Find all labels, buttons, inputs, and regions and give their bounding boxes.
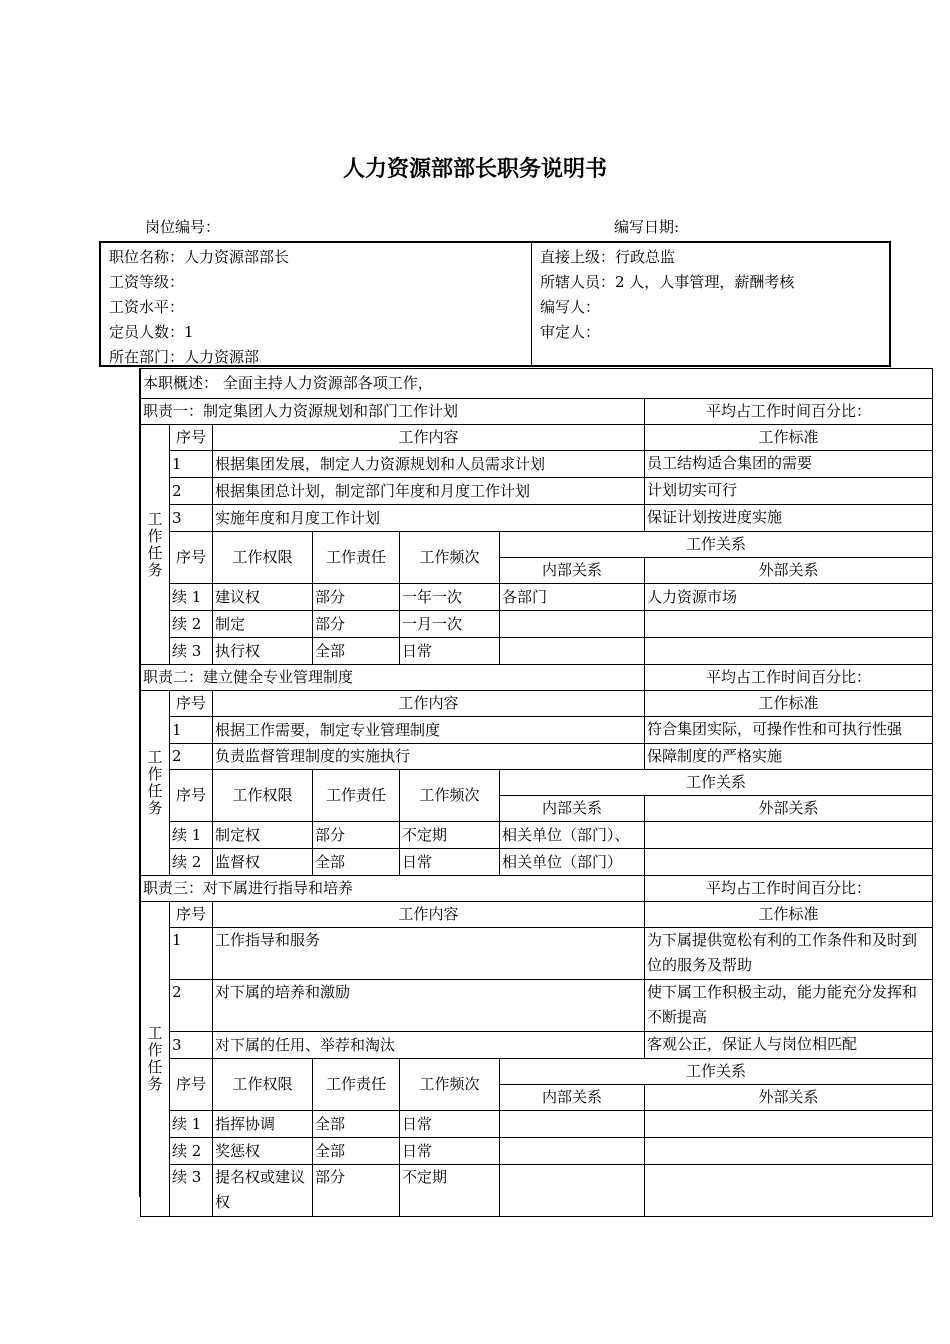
author: 编写人： (540, 298, 601, 316)
duty-table (140, 368, 933, 1217)
rights-external: 人力资源市场 (645, 584, 933, 611)
task-content: 负责监督管理制度的实施执行 (213, 744, 645, 770)
rights-seq: 续 1 (170, 822, 213, 849)
rights-row (141, 611, 933, 638)
rights-seq: 续 3 (170, 1165, 213, 1217)
col-content: 工作内容 (213, 691, 645, 717)
rights-internal (500, 1138, 645, 1165)
col-seq: 序号 (170, 425, 213, 451)
col-internal: 内部关系 (500, 558, 645, 584)
rights-internal: 相关单位（部门） (500, 849, 645, 876)
task-standard: 员工结构适合集团的需要 (645, 451, 933, 478)
post-number-label: 岗位编号： (145, 218, 221, 236)
task-header-row (141, 691, 933, 717)
salary-grade: 工资等级： (109, 273, 185, 291)
rights-external (645, 1138, 933, 1165)
task-section-label (141, 425, 170, 665)
col-frequency: 工作频次 (400, 770, 500, 822)
summary-row (141, 369, 933, 399)
task-section-label (141, 902, 170, 1217)
rights-internal (500, 638, 645, 665)
rights-seq: 续 2 (170, 849, 213, 876)
rights-row (141, 1138, 933, 1165)
col-responsibility: 工作责任 (313, 1059, 400, 1111)
col-authority: 工作权限 (213, 1059, 313, 1111)
col-responsibility: 工作责任 (313, 770, 400, 822)
task-seq: 3 (170, 505, 213, 532)
col-frequency: 工作频次 (400, 1059, 500, 1111)
rights-internal (500, 1111, 645, 1138)
rights-authority: 奖惩权 (213, 1138, 313, 1165)
rights-external (645, 849, 933, 876)
col-responsibility: 工作责任 (313, 532, 400, 584)
col-frequency: 工作频次 (400, 532, 500, 584)
col-external: 外部关系 (645, 796, 933, 822)
task-seq: 1 (170, 928, 213, 980)
rights-row (141, 638, 933, 665)
col-seq: 序号 (170, 770, 213, 822)
task-seq: 1 (170, 451, 213, 478)
summary: 本职概述： 全面主持人力资源部各项工作， (141, 369, 933, 399)
rights-authority: 监督权 (213, 849, 313, 876)
rights-frequency: 不定期 (400, 822, 500, 849)
duty-title-row (141, 399, 933, 425)
rights-seq: 续 2 (170, 611, 213, 638)
duty-title: 职责三：对下属进行指导和培养 (141, 876, 645, 902)
rights-row (141, 584, 933, 611)
task-content: 对下属的培养和激励 (213, 980, 645, 1032)
rights-authority: 制定权 (213, 822, 313, 849)
info-right (540, 245, 794, 345)
duty-title: 职责一：制定集团人力资源规划和部门工作计划 (141, 399, 645, 425)
duty-title: 职责二：建立健全专业管理制度 (141, 665, 645, 691)
date-label: 编写日期: (614, 218, 680, 236)
rights-frequency: 日常 (400, 1111, 500, 1138)
task-standard: 符合集团实际，可操作性和可执行性强 (645, 717, 933, 744)
rights-external (645, 822, 933, 849)
task-row (141, 451, 933, 478)
rights-authority: 执行权 (213, 638, 313, 665)
rights-external (645, 1165, 933, 1217)
task-standard: 保障制度的严格实施 (645, 744, 933, 770)
rights-row (141, 849, 933, 876)
task-standard: 客观公正，保证人与岗位相匹配 (645, 1032, 933, 1059)
position-name: 职位名称：人力资源部部长 (109, 248, 290, 266)
rights-responsibility: 部分 (313, 1165, 400, 1217)
duty-title-row (141, 665, 933, 691)
col-authority: 工作权限 (213, 770, 313, 822)
rights-frequency: 不定期 (400, 1165, 500, 1217)
col-seq: 序号 (170, 532, 213, 584)
rights-header-row (141, 1059, 933, 1085)
col-standard: 工作标准 (645, 425, 933, 451)
task-row (141, 478, 933, 505)
percent-label: 平均占工作时间百分比： (645, 665, 933, 691)
rights-frequency: 日常 (400, 1138, 500, 1165)
rights-external (645, 1111, 933, 1138)
task-row (141, 717, 933, 744)
rights-frequency: 一年一次 (400, 584, 500, 611)
rights-row (141, 1165, 933, 1217)
task-section-label (141, 691, 170, 876)
task-standard: 使下属工作积极主动，能力能充分发挥和不断提高 (645, 980, 933, 1032)
col-seq: 序号 (170, 691, 213, 717)
rights-responsibility: 全部 (313, 1138, 400, 1165)
col-relation: 工作关系 (500, 770, 933, 796)
info-left (109, 245, 289, 370)
col-relation: 工作关系 (500, 1059, 933, 1085)
rights-responsibility: 部分 (313, 611, 400, 638)
task-seq: 2 (170, 478, 213, 505)
percent-label: 平均占工作时间百分比： (645, 876, 933, 902)
col-authority: 工作权限 (213, 532, 313, 584)
task-row (141, 928, 933, 980)
info-divider (531, 243, 532, 365)
rights-authority: 制定 (213, 611, 313, 638)
rights-authority: 建议权 (213, 584, 313, 611)
rights-responsibility: 全部 (313, 1111, 400, 1138)
rights-internal: 相关单位（部门）、 (500, 822, 645, 849)
rights-frequency: 一月一次 (400, 611, 500, 638)
rights-seq: 续 1 (170, 1111, 213, 1138)
page-title: 人力资源部部长职务说明书 (342, 157, 607, 182)
rights-responsibility: 全部 (313, 849, 400, 876)
task-label: 工作任务 (147, 748, 163, 817)
approver: 审定人： (540, 323, 601, 341)
task-header-row (141, 902, 933, 928)
col-standard: 工作标准 (645, 902, 933, 928)
task-seq: 2 (170, 980, 213, 1032)
rights-responsibility: 部分 (313, 584, 400, 611)
col-external: 外部关系 (645, 1085, 933, 1111)
col-standard: 工作标准 (645, 691, 933, 717)
rights-row (141, 822, 933, 849)
rights-internal: 各部门 (500, 584, 645, 611)
task-content: 实施年度和月度工作计划 (213, 505, 645, 532)
task-header-row (141, 425, 933, 451)
task-standard: 为下属提供宽松有利的工作条件和及时到位的服务及帮助 (645, 928, 933, 980)
rights-authority: 指挥协调 (213, 1111, 313, 1138)
col-internal: 内部关系 (500, 1085, 645, 1111)
salary-level: 工资水平： (109, 298, 185, 316)
department: 所在部门：人力资源部 (109, 348, 260, 366)
rights-external (645, 638, 933, 665)
task-content: 根据集团总计划，制定部门年度和月度工作计划 (213, 478, 645, 505)
rights-internal (500, 611, 645, 638)
rights-seq: 续 3 (170, 638, 213, 665)
rights-frequency: 日常 (400, 638, 500, 665)
rights-responsibility: 部分 (313, 822, 400, 849)
task-content: 工作指导和服务 (213, 928, 645, 980)
col-external: 外部关系 (645, 558, 933, 584)
task-row (141, 505, 933, 532)
task-row (141, 744, 933, 770)
subordinates: 所辖人员：2 人，人事管理，薪酬考核 (540, 273, 795, 291)
rights-internal (500, 1165, 645, 1217)
task-content: 根据工作需要，制定专业管理制度 (213, 717, 645, 744)
col-seq: 序号 (170, 1059, 213, 1111)
rights-seq: 续 1 (170, 584, 213, 611)
rights-row (141, 1111, 933, 1138)
task-seq: 2 (170, 744, 213, 770)
direct-superior: 直接上级：行政总监 (540, 248, 676, 266)
task-content: 根据集团发展，制定人力资源规划和人员需求计划 (213, 451, 645, 478)
rights-header-row (141, 770, 933, 796)
task-standard: 保证计划按进度实施 (645, 505, 933, 532)
task-seq: 1 (170, 717, 213, 744)
task-label: 工作任务 (147, 509, 163, 579)
rights-responsibility: 全部 (313, 638, 400, 665)
headcount: 定员人数：1 (109, 323, 194, 341)
task-standard: 计划切实可行 (645, 478, 933, 505)
task-label: 工作任务 (147, 1024, 163, 1093)
col-relation: 工作关系 (500, 532, 933, 558)
rights-frequency: 日常 (400, 849, 500, 876)
col-internal: 内部关系 (500, 796, 645, 822)
col-seq: 序号 (170, 902, 213, 928)
task-seq: 3 (170, 1032, 213, 1059)
task-content: 对下属的任用、举荐和淘汰 (213, 1032, 645, 1059)
info-box (99, 241, 891, 367)
percent-label: 平均占工作时间百分比： (645, 399, 933, 425)
rights-header-row (141, 532, 933, 558)
col-content: 工作内容 (213, 425, 645, 451)
task-row (141, 980, 933, 1032)
rights-external (645, 611, 933, 638)
col-content: 工作内容 (213, 902, 645, 928)
task-row (141, 1032, 933, 1059)
duty-title-row (141, 876, 933, 902)
rights-seq: 续 2 (170, 1138, 213, 1165)
rights-authority: 提名权或建议权 (213, 1165, 313, 1217)
